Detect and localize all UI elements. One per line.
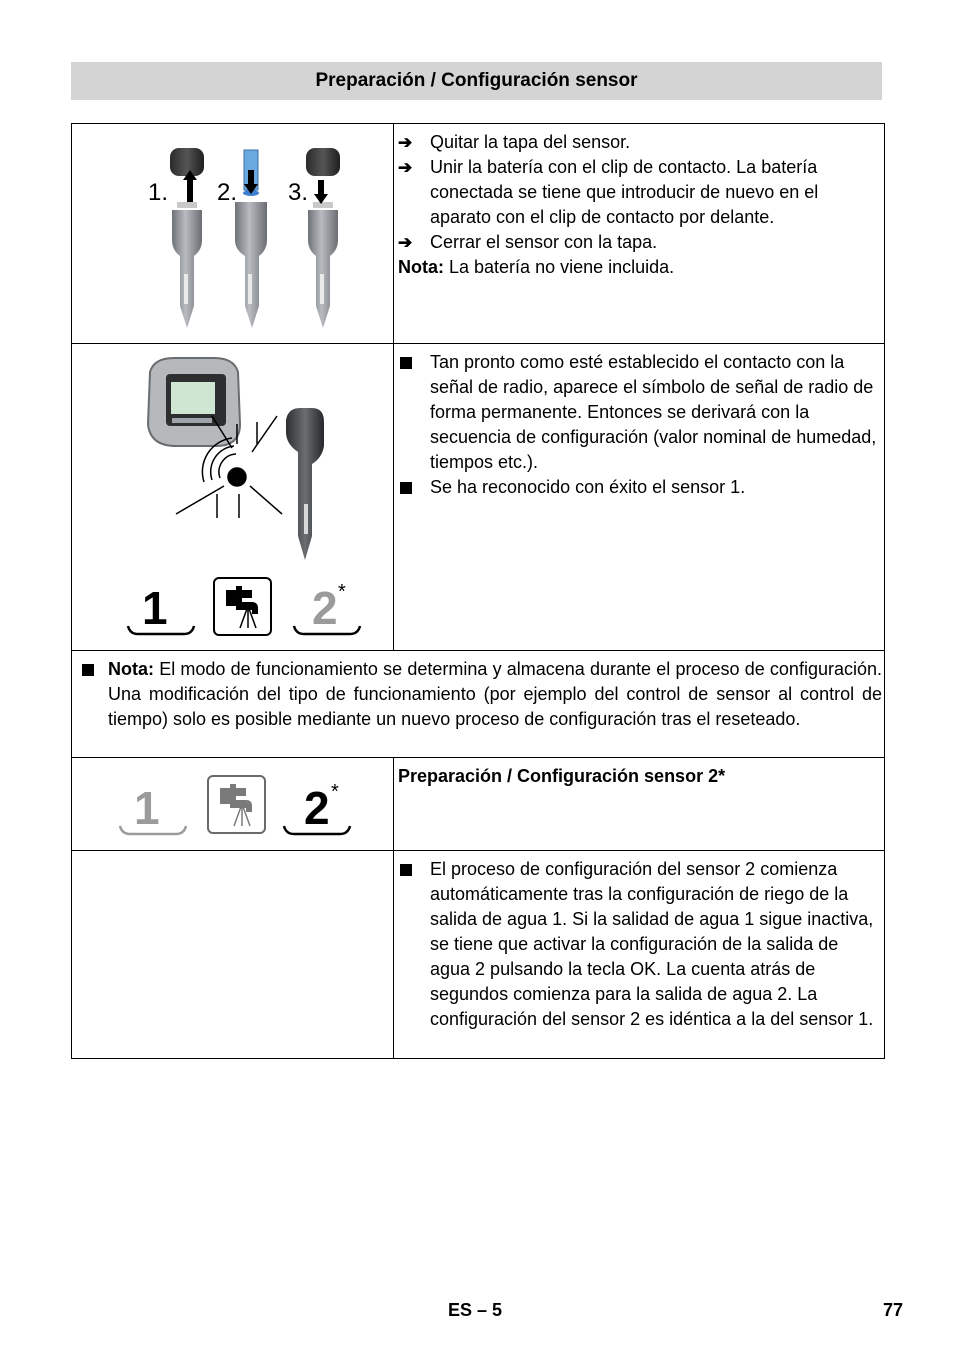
list-item: El proceso de configuración del sensor 2 comienza automáticamente tras la configuración de riego de la salida de agua 1. Si la salidad de agua 1 sigue inactiva, se tiene que activar la configuración de la salida de agua 2 pulsando la tecla OK. La cuenta atrás de segundos comienza para la salida de agua 2. La configuración del sensor 2 es idéntica a la del sensor 1. xyxy=(398,857,880,1032)
table-row xyxy=(72,651,885,758)
empty-cell xyxy=(72,851,394,1059)
arrow-down-icon xyxy=(314,180,328,204)
list-item: Se ha reconocido con éxito el sensor 1. xyxy=(398,475,880,500)
sensor2-heading-cell xyxy=(394,758,885,851)
bullet-square-icon xyxy=(82,664,94,676)
sensor-1-indicator: 1 xyxy=(134,782,160,834)
step3-text xyxy=(394,851,885,1059)
step-label-3: 3. xyxy=(288,179,309,206)
arrow-right-icon: ➔ xyxy=(398,233,413,252)
sensor-step-2 xyxy=(217,150,267,328)
list-item: ➔ Quitar la tapa del sensor. xyxy=(398,130,880,155)
arrow-right-icon: ➔ xyxy=(398,133,413,152)
sensor-indicator-row xyxy=(128,578,360,635)
sensor-2-indicator: 2 xyxy=(312,582,338,634)
footer-language-section: ES – 5 xyxy=(448,1300,503,1320)
radio-signal-illustration xyxy=(72,344,394,651)
instruction-table xyxy=(71,123,885,1059)
sensor-probe xyxy=(286,408,324,560)
table-row xyxy=(72,758,885,851)
sensor-1-indicator: 1 xyxy=(142,582,168,634)
battery-insertion-figure xyxy=(72,124,393,336)
sensor2-heading: Preparación / Configuración sensor 2* xyxy=(398,766,726,786)
sensor-step-3 xyxy=(288,148,340,328)
section-title: Preparación / Configuración sensor xyxy=(71,62,882,100)
sensor2-indicator-illustration xyxy=(72,758,394,851)
bullet-square-icon xyxy=(400,482,412,494)
page-number: 77 xyxy=(883,1300,904,1320)
list-item: ➔ Cerrar el sensor con la tapa. xyxy=(398,230,880,255)
battery-note: Nota: La batería no viene incluida. xyxy=(398,257,675,277)
list-item: ➔ Unir la batería con el clip de contacto. La batería conectada se tiene que introducir de nuevo en el aparato con el clip de contacto por delante. xyxy=(398,157,819,227)
table-row xyxy=(72,344,885,651)
step2-text xyxy=(394,344,885,651)
sensor-step-1 xyxy=(148,148,204,328)
radio-connection-figure xyxy=(72,344,393,643)
list-item: Tan pronto como esté establecido el contacto con la señal de radio, aparece el símbolo de señal de radio de forma permanente. Entonces se derivará con la secuencia de configuración (valor nominal de humedad, tiempos etc.). xyxy=(398,350,880,475)
optional-asterisk: * xyxy=(331,781,339,803)
optional-asterisk: * xyxy=(338,581,346,603)
sensor2-indicator-row xyxy=(72,758,393,843)
operation-mode-note: Nota: El modo de funcionamiento se determina y almacena durante el proceso de configuración. Una modificación del tipo de funcionamiento (por ejemplo del control de sensor al control de tiempo) solo es posible mediante un nuevo proceso de configuración tras el reseteado. xyxy=(72,651,885,758)
arrow-right-icon: ➔ xyxy=(398,158,413,177)
bullet-square-icon xyxy=(400,864,412,876)
bullet-square-icon xyxy=(400,357,412,369)
sensor-assembly-illustration xyxy=(72,124,394,344)
step1-text xyxy=(394,124,885,344)
step-label-1: 1. xyxy=(148,179,169,206)
table-row xyxy=(72,851,885,1059)
step-label-2: 2. xyxy=(217,179,238,206)
table-row xyxy=(72,124,885,344)
controller-device xyxy=(148,358,240,446)
sensor-2-indicator: 2 xyxy=(304,782,330,834)
